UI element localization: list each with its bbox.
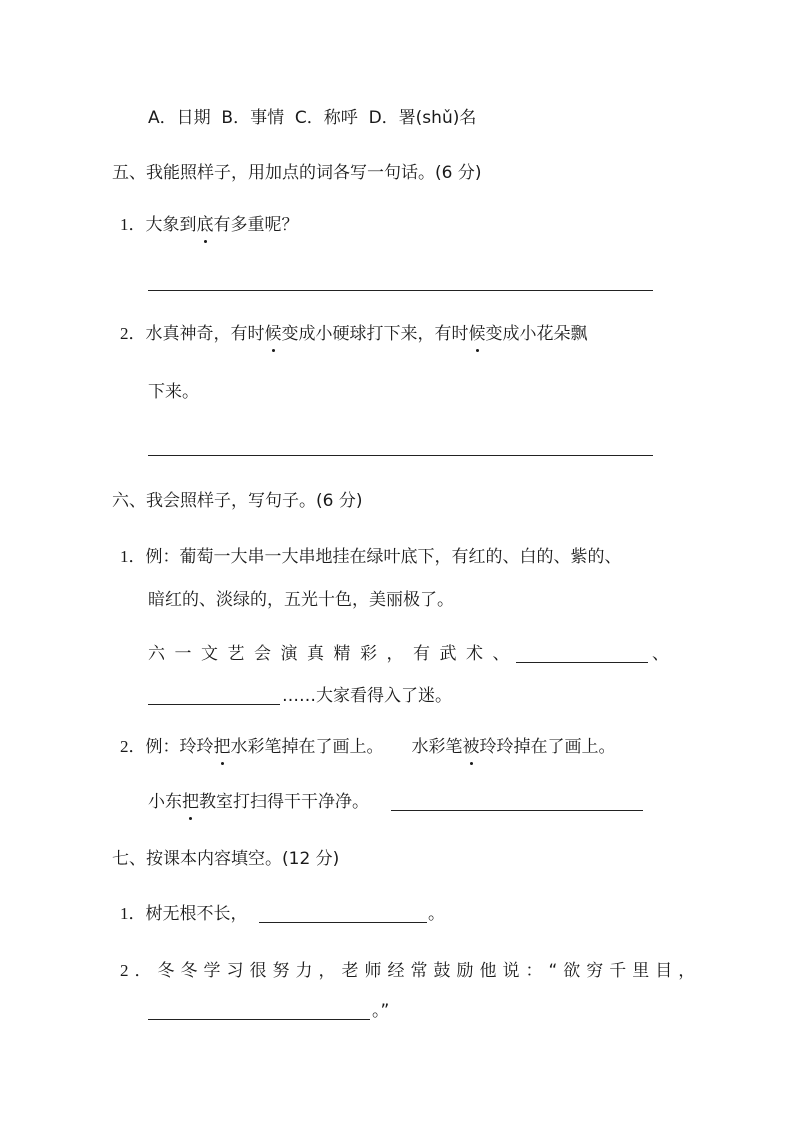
answer-blank[interactable] [516, 662, 648, 663]
answer-blank[interactable] [148, 704, 280, 705]
question-number: 1． [120, 547, 146, 566]
s7-question-1 [120, 903, 248, 925]
answer-blank[interactable] [391, 810, 643, 811]
question-text: 大象到 [145, 215, 197, 235]
answer-options [148, 107, 476, 129]
s5-question-1 [120, 214, 299, 236]
dotted-word: 被 [462, 737, 480, 757]
dotted-word: 底 [196, 215, 214, 235]
question-number: 2． [120, 961, 158, 980]
dotted-word: 把 [182, 792, 199, 812]
dotted-word: 候 [468, 324, 486, 344]
answer-blank[interactable] [148, 1019, 370, 1020]
fill-punct: 。 [428, 904, 445, 924]
example-text: 例：玲玲 [145, 737, 214, 757]
answer-line[interactable] [148, 290, 653, 291]
s5-question-2-cont: 下来。 [148, 382, 199, 402]
fill-text: 六一文艺会演真精彩，有武术、 [148, 644, 519, 664]
question-text: 冬冬学习很努力，老师经常鼓励他说：“欲穷千里目， [157, 961, 702, 981]
answer-blank[interactable] [259, 922, 427, 923]
section-6-title: 六、我会照样子，写句子。(6 分) [112, 491, 363, 511]
s6-fill-line-2: ……大家看得入了迷。 [282, 686, 452, 706]
s6-question-1 [120, 546, 622, 568]
s6-question-2 [120, 736, 616, 758]
example-text: 例：葡萄一大串一大串地挂在绿叶底下，有红的、白的、紫的、 [145, 547, 622, 567]
task-text: 小东 [148, 792, 182, 812]
s7-question-2 [120, 960, 701, 982]
question-text: 有多重呢？ [213, 215, 299, 235]
dotted-word: 候 [264, 324, 282, 344]
s6-task-line [148, 791, 369, 813]
fill-punct: 。” [372, 1001, 390, 1021]
task-text: 教室打扫得干干净净。 [199, 792, 369, 812]
section-7-title: 七、按课本内容填空。(12 分) [112, 849, 340, 869]
question-number: 2． [120, 737, 146, 756]
section-5-title: 五、我能照样子，用加点的词各写一句话。(6 分) [112, 163, 482, 183]
s5-question-2 [120, 323, 588, 345]
question-text: 树无根不长， [145, 904, 248, 924]
question-number: 1． [120, 215, 146, 234]
dotted-word: 把 [213, 737, 231, 757]
question-text: 水真神奇，有时 [145, 324, 265, 344]
question-text: 变成小花朵飘 [485, 324, 588, 344]
s6-example-cont: 暗红的、淡绿的，五光十色，美丽极了。 [148, 590, 454, 610]
options-text: A．日期 B．事情 C．称呼 D．署(shǔ)名 [148, 108, 477, 128]
s6-fill-line-1 [148, 643, 519, 665]
question-number: 1． [120, 904, 146, 923]
example-text: 玲玲掉在了画上。 [479, 737, 616, 757]
question-number: 2． [120, 324, 146, 343]
example-text: 水彩笔掉在了画上。 [230, 737, 384, 757]
question-text: 变成小硬球打下来，有时 [281, 324, 469, 344]
answer-line[interactable] [148, 455, 653, 456]
fill-punct: 、 [652, 644, 669, 664]
example-text: 水彩笔 [411, 737, 463, 757]
